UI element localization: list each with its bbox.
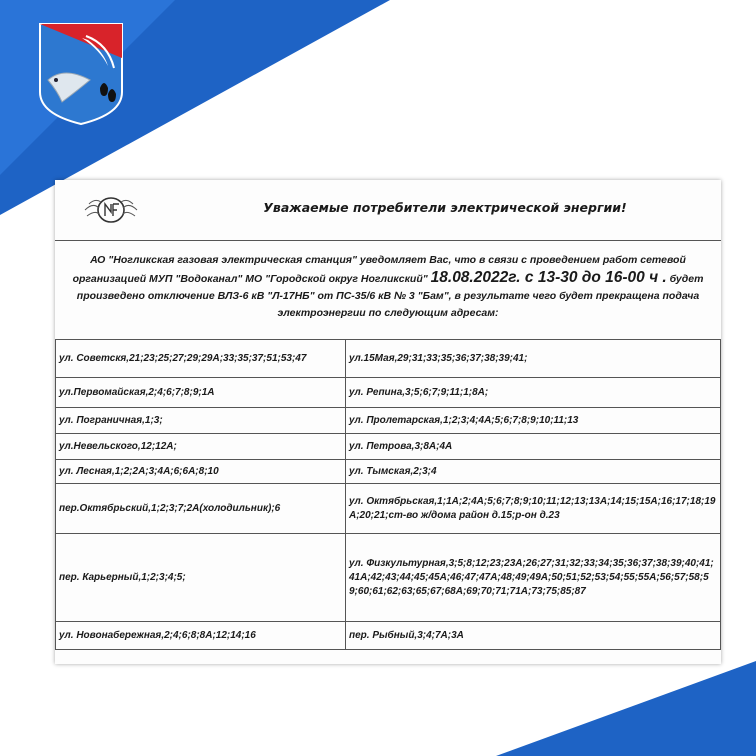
- table-row: [56, 484, 721, 534]
- notice-sheet: [55, 180, 721, 664]
- greeting-title: Уважаемые потребители электрической энергии!: [263, 200, 627, 215]
- table-row: [56, 622, 721, 650]
- outage-datetime: 18.08.2022г. с 13-30 до 16-00 ч .: [430, 269, 667, 286]
- notice-line-1: АО "Ногликская газовая электрическая станция" уведомляет Вас, что в связи с проведением работ сетевой: [90, 254, 686, 266]
- notice-line-3: произведено отключение ВЛЗ-6 кВ "Л-17НБ" от ПС-35/6 кВ № 3 "Бам", в результате чего будет прекращена подача: [76, 290, 700, 302]
- address-cell-right: ул. Репина,3;5;6;7;9;11;1;8А;: [346, 378, 721, 408]
- address-cell-right: ул. Тымская,2;3;4: [346, 460, 721, 484]
- table-row: [56, 534, 721, 622]
- notice-line-2: [59, 269, 717, 288]
- address-cell-right: ул. Пролетарская,1;2;3;4;4А;5;6;7;8;9;10;11;13: [346, 408, 721, 434]
- address-cell-left: ул.Невельского,12;12А;: [56, 434, 346, 460]
- table-row: [56, 378, 721, 408]
- notice-line-2-end: будет: [669, 273, 704, 285]
- address-cell-right: ул. Октябрьская,1;1А;2;4А;5;6;7;8;9;10;11;12;13;13А;14;15;15А;16;17;18;19А;20;21;ст-во ж/дома район д.15;р-он д.23: [346, 484, 721, 534]
- address-cell-left: ул. Новонабережная,2;4;6;8;8А;12;14;16: [56, 622, 346, 650]
- address-table: [55, 339, 721, 650]
- address-cell-left: ул. Советскя,21;23;25;27;29;29А;33;35;37;51;53;47: [56, 340, 346, 378]
- address-cell-left: пер.Октябрьский,1;2;3;7;2А(холодильник);6: [56, 484, 346, 534]
- address-cell-right: ул.15Мая,29;31;33;35;36;37;38;39;41;: [346, 340, 721, 378]
- address-cell-right: пер. Рыбный,3;4;7А;3А: [346, 622, 721, 650]
- table-row: [56, 434, 721, 460]
- notice-text: [59, 252, 717, 322]
- table-row: [56, 340, 721, 378]
- notice-line-4: электроэнергии по следующим адресам:: [277, 307, 499, 319]
- address-cell-left: ул. Пограничная,1;3;: [56, 408, 346, 434]
- coat-of-arms-icon: [38, 22, 124, 126]
- address-cell-left: ул.Первомайская,2;4;6;7;8;9;1А: [56, 378, 346, 408]
- sheet-header: [55, 180, 721, 241]
- address-cell-right: ул. Физкультурная,3;5;8;12;23;23А;26;27;31;32;33;34;35;36;37;38;39;40;41;41А;42;43;44;45;45А;46;47;47А;48;49;49А;50;51;52;53;54;55;55А;56;57;58;59;60;61;62;63;65;67;68А;69;70;71;71А;73;75;85;87: [346, 534, 721, 622]
- address-cell-right: ул. Петрова,3;8А;4А: [346, 434, 721, 460]
- address-cell-left: пер. Карьерный,1;2;3;4;5;: [56, 534, 346, 622]
- ngs-logo-icon: [79, 190, 143, 230]
- table-row: [56, 460, 721, 484]
- notice-line-2-start: организацией МУП "Водоканал" МО "Городской округ Ногликский": [72, 273, 428, 285]
- background-triangle-bottom: [496, 661, 756, 756]
- address-cell-left: ул. Лесная,1;2;2А;3;4А;6;6А;8;10: [56, 460, 346, 484]
- table-row: [56, 408, 721, 434]
